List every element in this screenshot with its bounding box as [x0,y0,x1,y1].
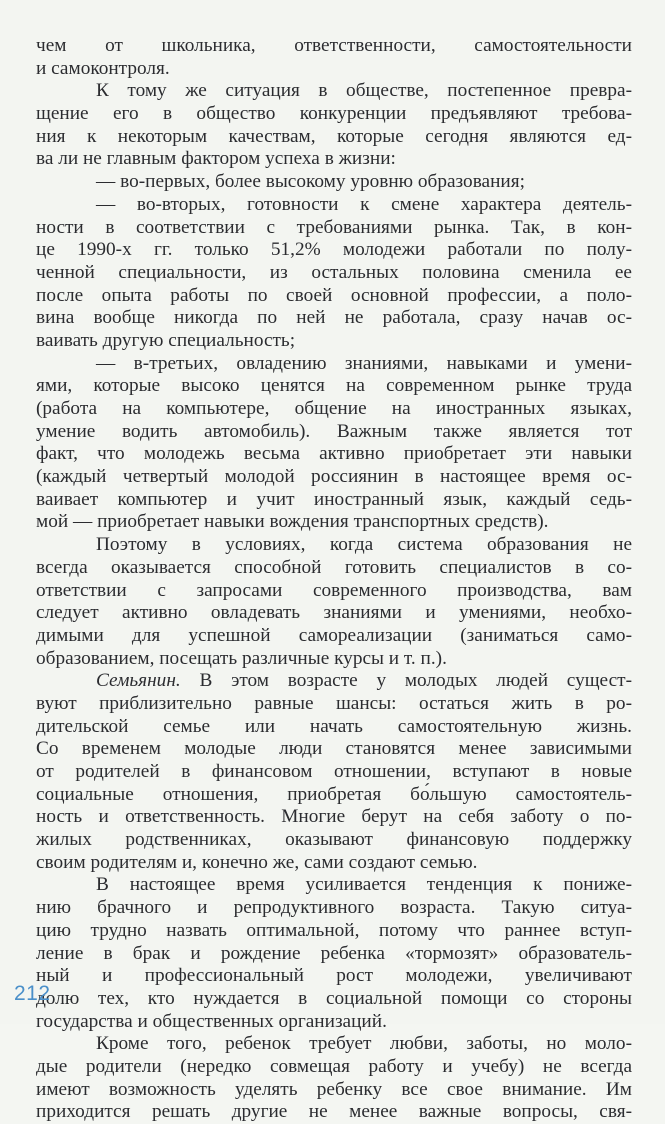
text-line: нию брачного и репродуктивного возраста. Такую ситуа- [36,897,632,919]
text-line: ность и ответственность. Многие берут на себя заботу о по- [36,806,632,828]
text-line: чем от школьника, ответственности, самостоятельности [36,35,632,56]
text-line: — во-вторых, готовности к смене характера деятель- [96,193,632,215]
text-line: ния к некоторым качествам, которые сегодня являются ед- [36,125,632,147]
text-line: цию трудно назвать оптимальной, потому что раннее вступ- [36,919,632,941]
text-line: ями, которые высоко ценятся на современном рынке труда [36,375,632,397]
page-number: 212 [14,982,51,1005]
text-line: (работа на компьютере, общение на иностранных языках, [36,398,632,419]
text-line: Со временем молодые люди становятся менее зависимыми [36,738,632,760]
text-line: вуют приблизительно равные шансы: остаться жить в ро- [36,692,632,714]
text-line: — во-первых, более высокому уровню образования; [96,171,525,193]
text-line: ваивает компьютер и учит иностранный язык, каждый седь- [36,488,632,510]
text-line: димыми для успешной самореализации (заниматься само- [36,624,632,646]
text-line: це 1990-х гг. только 51,2% молодежи работали по полу- [36,239,632,261]
italic-heading: Семьянин. [96,670,181,692]
text-line: Кроме того, ребенок требует любви, заботы, но моло- [96,1033,632,1055]
text-line: всегда оказывается способной готовить специалистов в со- [36,556,632,578]
text-line: государства и общественных организаций. [36,1010,387,1032]
text-line: щение его в общество конкуренции предъявляют требова- [36,103,632,125]
text-line: долю тех, кто нуждается в социальной помощи со стороны [36,987,632,1009]
text-fragment: В этом возрасте у молодых людей сущест- [199,670,632,692]
text-line: умение водить автомобиль). Важным также является тот [36,420,632,442]
text-line: — в-третьих, овладению знаниями, навыками и умени- [96,352,632,374]
text-line: В настоящее время усиливается тенденция к пониже- [96,874,632,896]
text-line: следует активно овладевать знаниями и умениями, необхо- [36,602,632,624]
text-line: дительской семье или начать самостоятельную жизнь. [36,715,632,737]
text-line: социальные отношения, приобретая бо́льшую самостоятель- [36,783,632,805]
text-line: дые родители (нередко совмещая работу и учебу) не всегда [36,1055,632,1077]
text-line: образованием, посещать различные курсы и т. п.). [36,647,447,669]
text-line [36,670,632,693]
text-line: ности в соответствии с требованиями рынка. Так, в кон- [36,216,632,238]
text-line: Поэтому в условиях, когда система образования не [96,534,632,556]
text-line: жилых родственниках, оказывают финансовую поддержку [36,829,632,851]
body-text [36,35,632,1124]
text-line: ваивать другую специальность; [36,329,296,351]
text-line: ный и профессиональный рост молодежи, увеличивают [36,965,632,987]
text-line: ченной специальности, из остальных половина сменила ее [36,261,632,283]
text-line: имеют возможность уделять ребенку все свое внимание. Им [36,1078,632,1100]
text-line: (каждый четвертый молодой россиянин в настоящее время ос- [36,466,632,488]
text-line: своим родителям и, конечно же, сами создают семью. [36,851,478,873]
text-line: К тому же ситуация в обществе, постепенное превра- [96,80,632,102]
text-line: вина вообще никогда по ней не работала, сразу начав ос- [36,307,632,329]
text-line: ответствии с запросами современного производства, вам [36,579,632,601]
text-line: приходится решать другие не менее важные вопросы, свя- [36,1101,632,1123]
text-line: мой — приобретает навыки вождения транспортных средств). [36,511,549,533]
text-line: от родителей в финансовом отношении, вступают в новые [36,761,632,782]
text-line: факт, что молодежь весьма активно приобретает эти навыки [36,443,632,465]
text-line: ление в брак и рождение ребенка «тормозят» образователь- [36,942,632,964]
text-line: и самоконтроля. [36,57,170,79]
text-line: ва ли не главным фактором успеха в жизни: [36,148,396,170]
text-line: после опыта работы по своей основной профессии, а поло- [36,284,632,306]
